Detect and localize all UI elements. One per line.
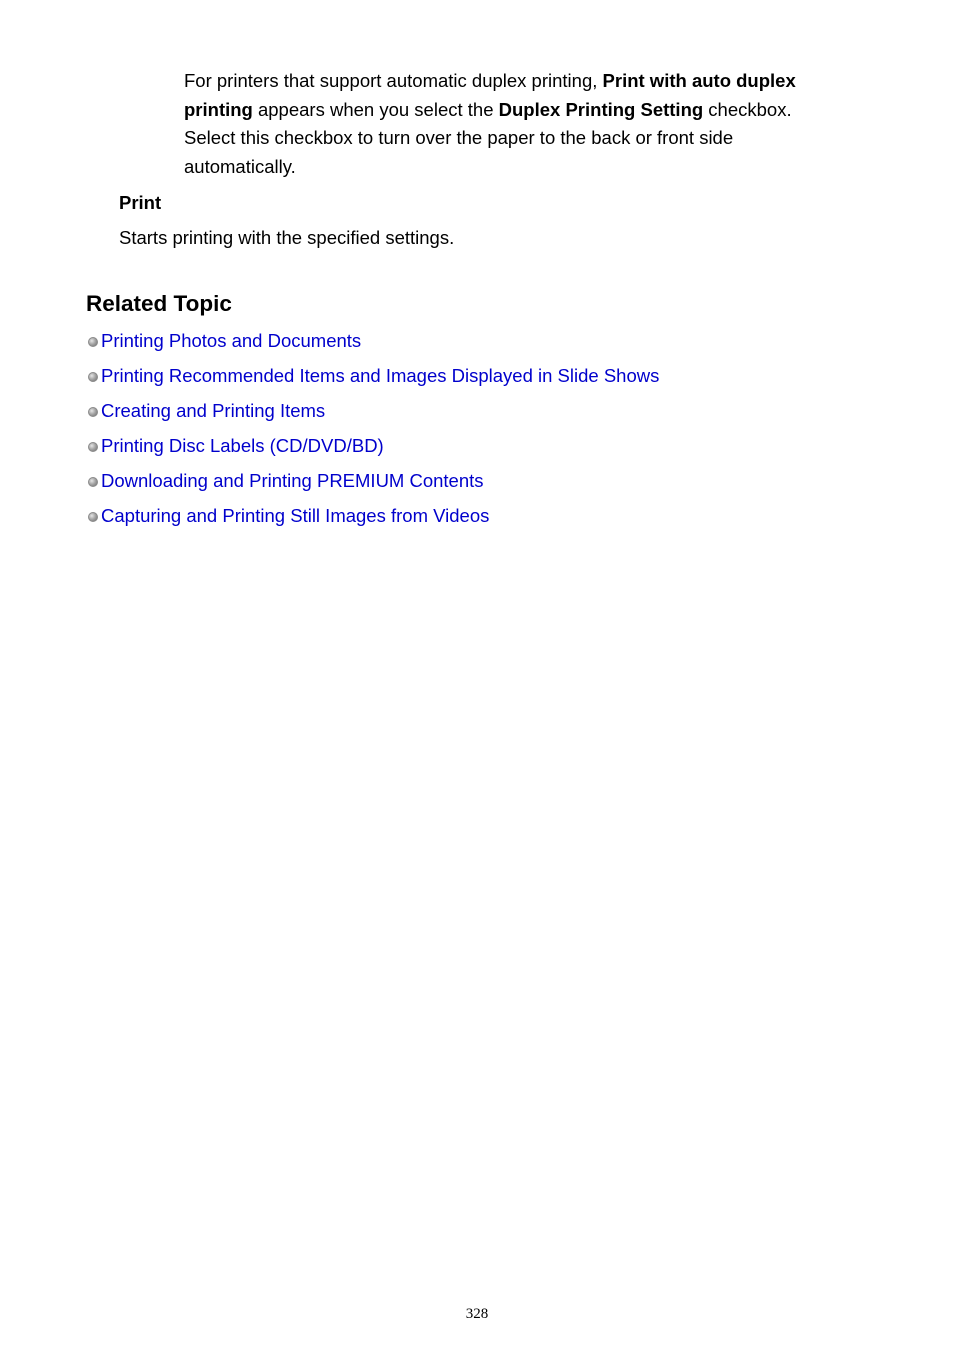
related-topic-heading: Related Topic: [86, 291, 232, 316]
duplex-note-text-2: appears when you select the: [252, 98, 499, 120]
duplex-note-text-3: checkbox. Select this checkbox to turn over the paper to the back or front side automatically.: [184, 98, 792, 178]
page-number: 328: [465, 1306, 489, 1322]
bullet-icon: [88, 512, 98, 522]
related-topic-item: [88, 328, 659, 363]
link-creating-and-printing-items[interactable]: Creating and Printing Items: [101, 400, 326, 421]
link-printing-photos-and-documents[interactable]: Printing Photos and Documents: [101, 330, 362, 351]
related-topic-item: [88, 398, 659, 433]
duplex-note-bold-duplex-setting: Duplex Printing Setting: [498, 98, 704, 120]
bullet-icon: [88, 407, 98, 417]
bullet-icon: [88, 477, 98, 487]
link-printing-recommended-items[interactable]: Printing Recommended Items and Images Displayed in Slide Shows: [101, 365, 660, 386]
link-downloading-premium-contents[interactable]: Downloading and Printing PREMIUM Contents: [101, 470, 484, 491]
link-capturing-still-images[interactable]: Capturing and Printing Still Images from Videos: [101, 505, 490, 526]
bullet-icon: [88, 372, 98, 382]
link-printing-disc-labels[interactable]: Printing Disc Labels (CD/DVD/BD): [101, 435, 384, 456]
bullet-icon: [88, 337, 98, 347]
duplex-note-text-1: For printers that support automatic duplex printing,: [184, 70, 603, 91]
print-description: Starts printing with the specified settings.: [119, 227, 455, 248]
related-topic-item: [88, 468, 659, 503]
related-topic-list: [88, 328, 659, 538]
related-topic-item: [88, 363, 659, 398]
duplex-note-bold-auto-duplex: Print with auto duplex printing: [184, 70, 796, 120]
bullet-icon: [88, 442, 98, 452]
related-topic-item: [88, 503, 659, 538]
duplex-note-paragraph: [184, 67, 834, 182]
related-topic-item: [88, 433, 659, 468]
print-term: Print: [119, 192, 162, 213]
